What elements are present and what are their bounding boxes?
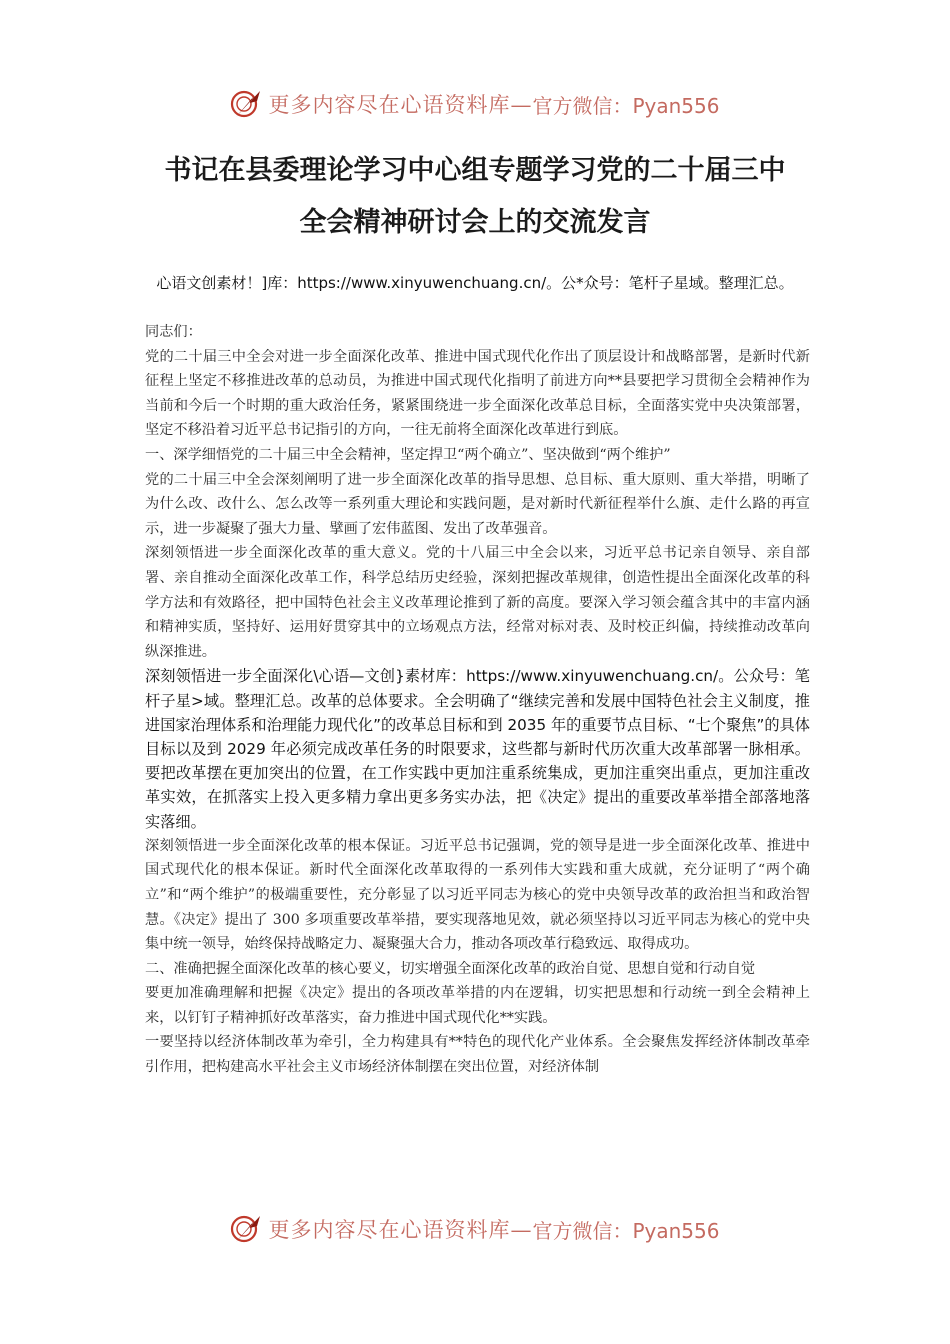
watermark-brand-text: 更多内容尽在心语资料库— [268,93,533,117]
watermark-brand-text: 更多内容尽在心语资料库— [268,1218,533,1242]
paragraph: 要更加准确理解和把握《决定》提出的各项改革举措的内在逻辑，切实把思想和行动统一到全会精神上来，以钉钉子精神抓好改革落实，奋力推进中国式现代化**实践。 [145,985,810,1026]
watermark-banner-bottom [0,1207,950,1251]
paragraph: 深刻领悟进一步全面深化改革的根本保证。习近平总书记强调，党的领导是进一步全面深化改革、推进中国式现代化的根本保证。新时代全面深化改革取得的一系列伟大实践和重大成就，充分证明了“两个确立”和“两个维护”的极端重要性，充分彰显了以习近平同志为核心的党中央领导改革的政治担当和政治智慧。《决定》提出了 300 多项重要改革举措，要实现落地见效，就必须坚持以习近平同志为核心的党中央集中统一领导，始终保持战略定力、凝聚强大合力，推动各项改革行稳致远、取得成功。 [145,837,810,953]
document-title [100,145,850,249]
paragraph: 党的二十届三中全会对进一步全面深化改革、推进中国式现代化作出了顶层设计和战略部署，是新时代新征程上坚定不移推进改革的总动员，为推进中国式现代化指明了前进方向**县要把学习贯彻全会精神作为当前和今后一个时期的重大政治任务，紧紧围绕进一步全面深化改革总目标，全面落实党中央决策部署，坚定不移沿着习近平总书记指引的方向，一往无前将全面深化改革进行到底。 [145,348,810,439]
paragraph: 深刻领悟进一步全面深化改革的重大意义。党的十八届三中全会以来，习近平总书记亲自领导、亲自部署、亲自推动全面深化改革工作，科学总结历史经验，深刻把握改革规律，创造性提出全面深化改革的科学方法和有效路径，把中国特色社会主义改革理论推到了新的高度。要深入学习领会蕴含其中的丰富内涵和精神实质，坚持好、运用好贯穿其中的立场观点方法，经常对标对表、及时校正纠偏，持续推动改革向纵深推进。 [145,545,810,660]
section-heading-2: 二、准确把握全面深化改革的核心要义，切实增强全面深化改革的政治自觉、思想自觉和行动自觉 [145,960,756,977]
section-heading-1: 一、深学细悟党的二十届三中全会精神，坚定捍卫“两个确立”、坚决做到“两个维护” [145,446,671,463]
quill-logo-icon [230,1212,264,1246]
title-line-2: 全会精神研讨会上的交流发言 [299,207,651,238]
watermark-wechat-text: 官方微信：Pyan556 [532,93,720,118]
document-body [145,320,810,1080]
paragraph: 一要坚持以经济体制改革为牵引，全力构建具有**特色的现代化产业体系。全会聚焦发挥经济体制改革牵引作用，把构建高水平社会主义市场经济体制摆在突出位置，对经济体制 [145,1034,810,1076]
salutation: 同志们： [145,324,202,340]
title-line-1: 书记在县委理论学习中心组专题学习党的二十届三中 [164,155,786,186]
watermark-wechat-text: 官方微信：Pyan556 [532,1218,720,1243]
paragraph-highlighted: 深刻领悟进一步全面深化\心语—文创}素材库：https://www.xinyuwenchuang.cn/。公众号：笔杆子星>域。整理汇总。改革的总体要求。全会明确了“继续完善和发展中国特色社会主义制度，推进国家治理体系和治理能力现代化”的改革总目标和到 2035 年的重要节点目标、“七个聚焦”的具体目标以及到 2029 年必须完成改革任务的时限要求，这些都与新时代历次重大改革部署一脉相承。要把改革摆在更加突出的位置，在工作实践中更加注重系统集成，更加注重突出重点，更加注重改革实效，在抓落实上投入更多精力拿出更多务实办法，把《决定》提出的重要改革举措全部落地落实落细。 [145,667,810,831]
quill-logo-icon [230,87,264,121]
paragraph: 党的二十届三中全会深刻阐明了进一步全面深化改革的指导思想、总目标、重大原则、重大举措，明晰了为什么改、改什么、怎么改等一系列重大理论和实践问题，是对新时代新征程举什么旗、走什么路的再宣示，进一步凝聚了强大力量、擘画了宏伟蓝图、发出了改革强音。 [145,471,810,537]
watermark-banner-top [0,82,950,126]
source-note: 心语文创素材！]库：https://www.xinyuwenchuang.cn/。公*众号：笔杆子星域。整理汇总。 [156,274,794,292]
